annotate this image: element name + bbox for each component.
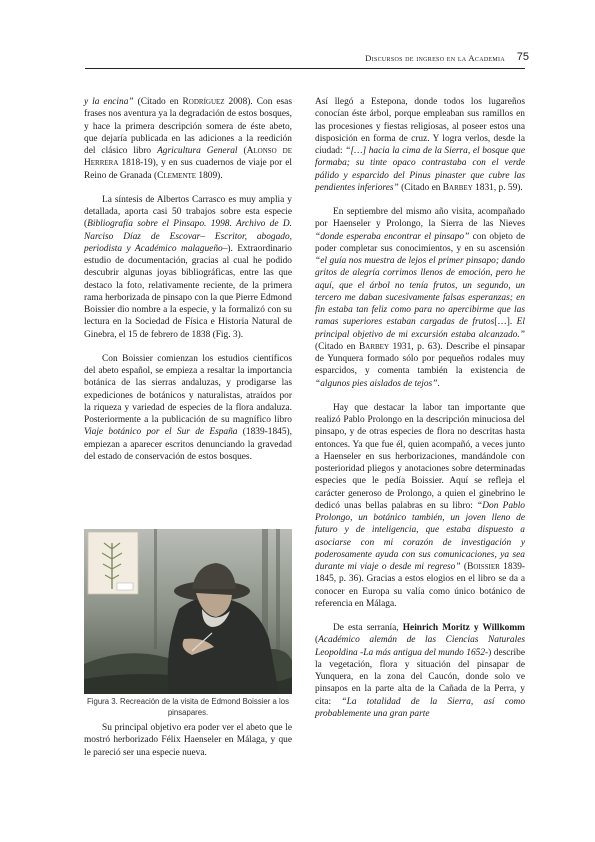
text-run: Viaje botánico por el Sur de España [84,427,238,438]
running-title: Discursos de ingreso en la Academia [365,53,505,63]
text-run: ( [315,635,319,646]
text-run: 1809). [196,170,223,181]
text-run: con objeto de poder completar sus conocimientos, y en su ascensión [315,231,526,254]
text-run: 1818-19), y en sus cuadernos de viaje por el Reino de Granada ( [84,158,292,181]
right-paragraph-2 [315,206,525,390]
text-run: Rodríguez [182,97,225,107]
text-run: Barbey [359,341,390,352]
text-run: Así llegó a Estepona, donde todos los lugareños conocían éste árbol, porque empleaban sus ramillos en las procesiones y fiestas religiosas, al poseer estos una disposición en forma de cruz. Y logra verlos, desde la ciudad: [315,97,525,156]
right-paragraph-3 [315,402,525,610]
text-run: “donde esperaba encontrar el pinsapo” [315,231,470,242]
text-run: 1839-1845, p. 36). Gracias a estos elogios en el libro se da a conocer en Europa su valía como único botánico de referencia en Málaga. [315,562,526,609]
left-paragraph-2 [84,194,292,341]
text-run: […]. [494,317,517,328]
text-run: “algunos pies aislados de tejos” [315,378,438,389]
text-run: Alonso de Herrera [84,146,293,169]
right-paragraph-4 [315,622,525,720]
text-run: ( [237,146,247,156]
right-column [315,96,525,720]
text-run: Académico alemán de las Ciencias Naturales Leopoldina -La más antigua del mundo 1652- [315,635,525,658]
text-run: Con Boissier comienzan los estudios científicos del abeto español, se empieza a resaltar la importancia botánica de las sierras andaluzas, y prodigarse las expediciones de botánicos y naturalistas, atraídos por la riqueza y variedad de especies de la flora andaluza. Posteriormente a la publicación de su magnífico libro [84,353,292,425]
text-run: “La totalidad de la Sierra, así como probablemente una gran parte [315,696,526,719]
text-run: En septiembre del mismo año visita, acompañado por Haenseler y Prolongo, la Sierra de las Nieves [315,207,525,230]
running-header [85,50,529,68]
text-run: De esta serranía, [333,623,403,633]
text-run: La síntesis de Albertos Carrasco es muy amplia y detallada, aporta casi 50 trabajos sobre esta especie ( [84,194,292,230]
right-paragraph-1 [315,96,525,194]
text-run: (Citado en [315,341,360,352]
text-run: 1931, p. 63). Describe el pinsapar de Yunquera formado sólo por pequeños rodales muy esparcidos, y comenta también la existencia de [315,341,525,377]
text-run: “el guía nos muestra de lejos el primer pinsapo; dando gritos de alegría corrimos llenos de emoción, pero he aquí, que el árbol no tenía frutos, un segundo, un tercero me daban sucesivamente falsas esperanzas; en fin estaba tan feliz como para no apercibirme que las ramas superiores estaban cargadas de frutos [315,256,525,328]
text-run: El principal objetivo de mi excursión estaba alcanzado.” [315,317,525,340]
text-run: Barbey [442,182,473,193]
text-run: Boissier [467,562,500,572]
text-run: ) describe la vegetación, flora y situación del pinsapar de Yunquera, en la zona del Caucón, donde solo ve pinsapos en la parte alta de la Cañada de la Perra, y cita: [315,647,525,707]
text-run: Clemente [157,170,197,181]
text-run: “[…] hacia la cima de la Sierra, el bosque que formaba; su tinte opaco contrastaba con el verde pálido y esparcido del Pinus pinaster que cubre las pendientes inferiores” [315,146,525,193]
left-paragraph-4 [84,722,292,759]
figure-3-photo [84,529,292,694]
text-run: Hay que destacar la labor tan importante que realizó Pablo Prolongo en la descripción minuciosa del pinsapo, y de otras especies de flora no descritas hasta entonces. Ya que fue él, quien acompañó, a veces junto a Haenseler en sus herborizaciones, mandándole con posterioridad pliegos y anotaciones sobre determinadas especies que le pedía Boissier. Aquí se refleja el carácter generoso de Prolongo, a quien el ginebrino le dedicó unas bellas palabras en su libro: [315,402,525,511]
text-run: y la encina” [84,97,134,107]
text-run: “Don Pablo Prolongo, un botánico también, un joven lleno de futuro y de inteligencia, que estaba dispuesto a asociarse con mi corazón de investigación y poderosamente ayuda con sus comunicaciones, ya sea durante mi viaje o desde mi regreso” [315,500,525,572]
text-run: Su principal objetivo era poder ver el abeto que le mostró herborizado Félix Haenseler en Málaga, y que le pareció ser una especie nueva. [84,723,292,758]
text-run: ). Extraordinario estudio de documentación, gracias al cual he podido descubrir algunas joyas bibliográficas, entre las que destaco la foto, relativamente reciente, de la primera rama herborizada de pinsapo con la que Pierre Edmond Boissier dio nombre a la especie, y la formalizó con su lectura en la Sociedad de Física e Historia Natural de Ginebra, el 15 de febrero de 1838 (Fig. 3). [84,243,292,340]
left-column [84,96,292,463]
text-run: . [437,378,440,389]
page-number: 75 [516,51,529,63]
text-run: (Citado en [398,182,443,193]
text-run: Agricultura General [157,146,238,156]
text-run: Heinrich Moritz y Willkomm [402,623,525,633]
text-run: (Citado en [133,97,183,107]
left-paragraph-1 [84,96,292,182]
header-rule [85,68,525,69]
botanist-photo-illustration [84,529,292,694]
left-column-continued [84,722,292,759]
figure-caption: Figura 3. Recreación de la visita de Edmond Boissier a los pinsapares. [87,697,289,717]
text-run: Bibliografía sobre el Pinsapo. 1998. Archivo de D. Narciso Díaz de Escovar– Escritor, abogado, periodista y Académico malagueño– [84,219,292,254]
left-paragraph-3 [84,353,292,463]
herbarium-sheet [88,532,138,594]
text-run: ( [460,562,468,572]
text-run: (1839-1845), empiezan a aparecer escritos denunciando la gravedad del estado de conservación de estos bosques. [84,427,292,462]
text-run: 2008). Con esas frases nos aventura ya la degradación de estos bosques, y hace la primera descripción somera de éste abeto, que dejaría publicada en las adiciones a la reedición del clásico libro [84,97,292,156]
text-run: 1831, p. 59). [472,182,523,193]
